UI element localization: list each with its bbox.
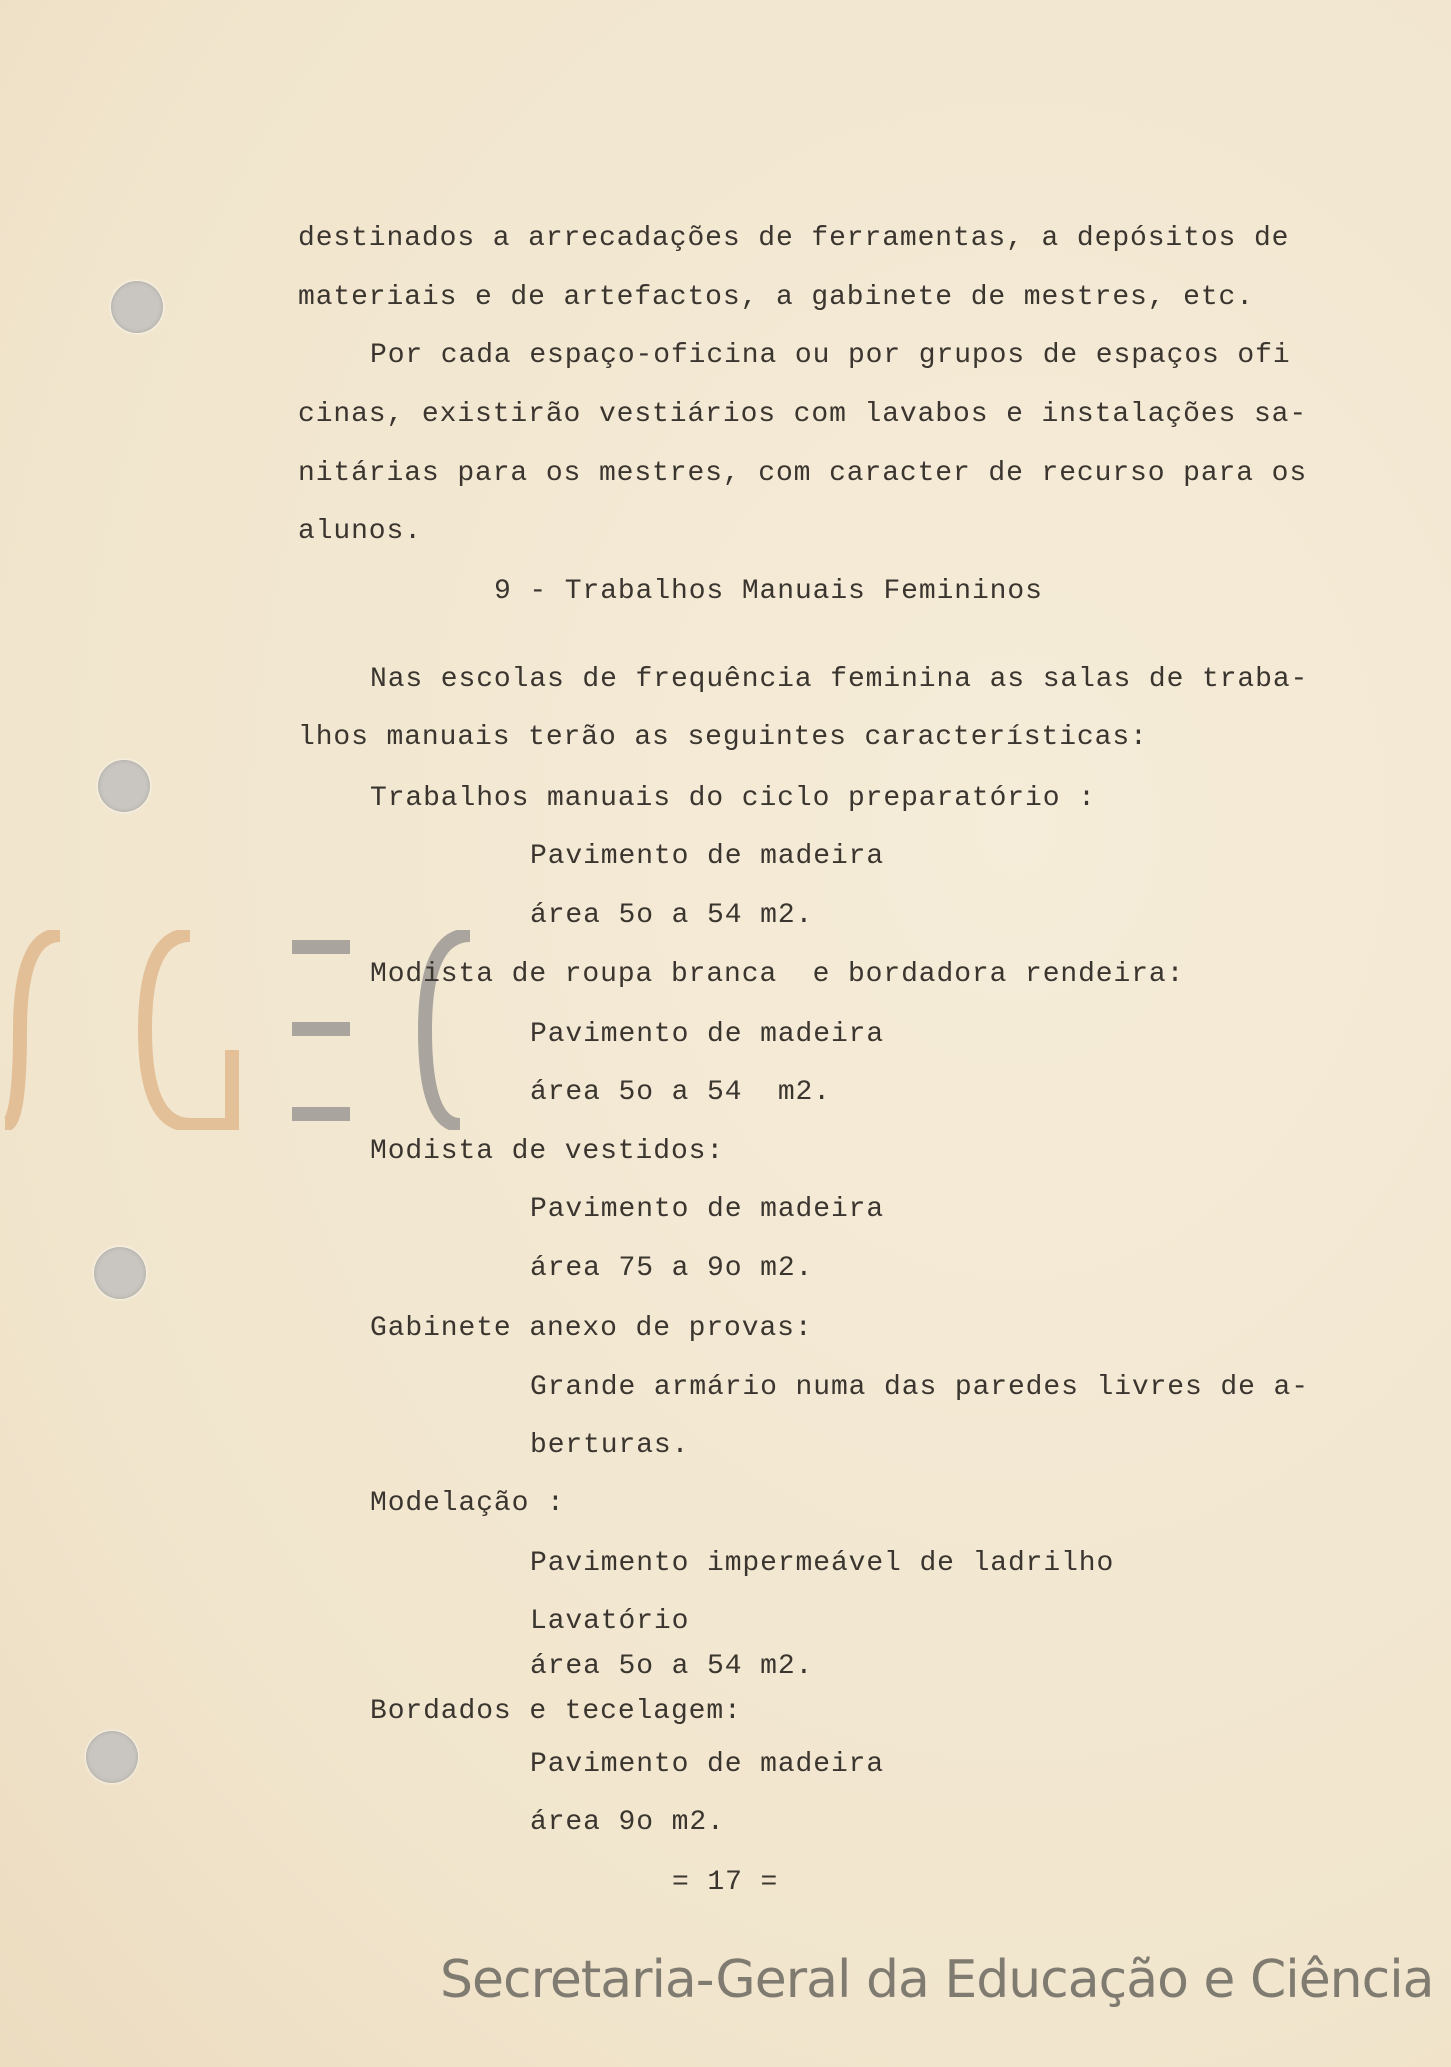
text-line: área 5o a 54 m2. bbox=[530, 900, 814, 931]
text-line: cinas, existirão vestiários com lavabos e instalações sa- bbox=[298, 399, 1308, 430]
text-line: Pavimento de madeira bbox=[530, 841, 885, 872]
section-heading: 9 - Trabalhos Manuais Femininos bbox=[494, 576, 1043, 607]
text-line: Pavimento de madeira bbox=[530, 1019, 885, 1050]
text-line: Modelação : bbox=[370, 1488, 565, 1519]
punch-hole bbox=[86, 1731, 138, 1783]
text-line: Bordados e tecelagem: bbox=[370, 1696, 742, 1727]
text-line: materiais e de artefactos, a gabinete de mestres, etc. bbox=[298, 282, 1254, 313]
text-line: Pavimento impermeável de ladrilho bbox=[530, 1548, 1115, 1579]
punch-hole bbox=[111, 281, 163, 333]
watermark-text: Secretaria-Geral da Educação e Ciência bbox=[440, 1950, 1434, 2010]
punch-hole bbox=[98, 760, 150, 812]
text-line: área 5o a 54 m2. bbox=[530, 1651, 814, 1682]
text-line: área 5o a 54 m2. bbox=[530, 1077, 831, 1108]
text-line: Por cada espaço-oficina ou por grupos de espaços ofi bbox=[370, 340, 1291, 371]
text-line: área 75 a 9o m2. bbox=[530, 1253, 814, 1284]
text-line: Gabinete anexo de provas: bbox=[370, 1313, 813, 1344]
text-line: Modista de roupa branca e bordadora rendeira: bbox=[370, 959, 1185, 990]
text-line: Modista de vestidos: bbox=[370, 1136, 725, 1167]
punch-hole bbox=[94, 1247, 146, 1299]
text-line: área 9o m2. bbox=[530, 1807, 725, 1838]
text-line: destinados a arrecadações de ferramentas, a depósitos de bbox=[298, 223, 1290, 254]
text-line: Trabalhos manuais do ciclo preparatório : bbox=[370, 783, 1096, 814]
text-line: Lavatório bbox=[530, 1606, 690, 1637]
text-line: Pavimento de madeira bbox=[530, 1749, 885, 1780]
page-number: = 17 = bbox=[672, 1867, 779, 1898]
text-line: Pavimento de madeira bbox=[530, 1194, 885, 1225]
text-line: Nas escolas de frequência feminina as salas de traba- bbox=[370, 664, 1309, 695]
text-line: alunos. bbox=[298, 516, 422, 547]
text-line: nitárias para os mestres, com caracter de recurso para os bbox=[298, 458, 1308, 489]
text-line: Grande armário numa das paredes livres de a- bbox=[530, 1372, 1309, 1403]
text-line: lhos manuais terão as seguintes características: bbox=[298, 722, 1148, 753]
text-line: berturas. bbox=[530, 1430, 690, 1461]
